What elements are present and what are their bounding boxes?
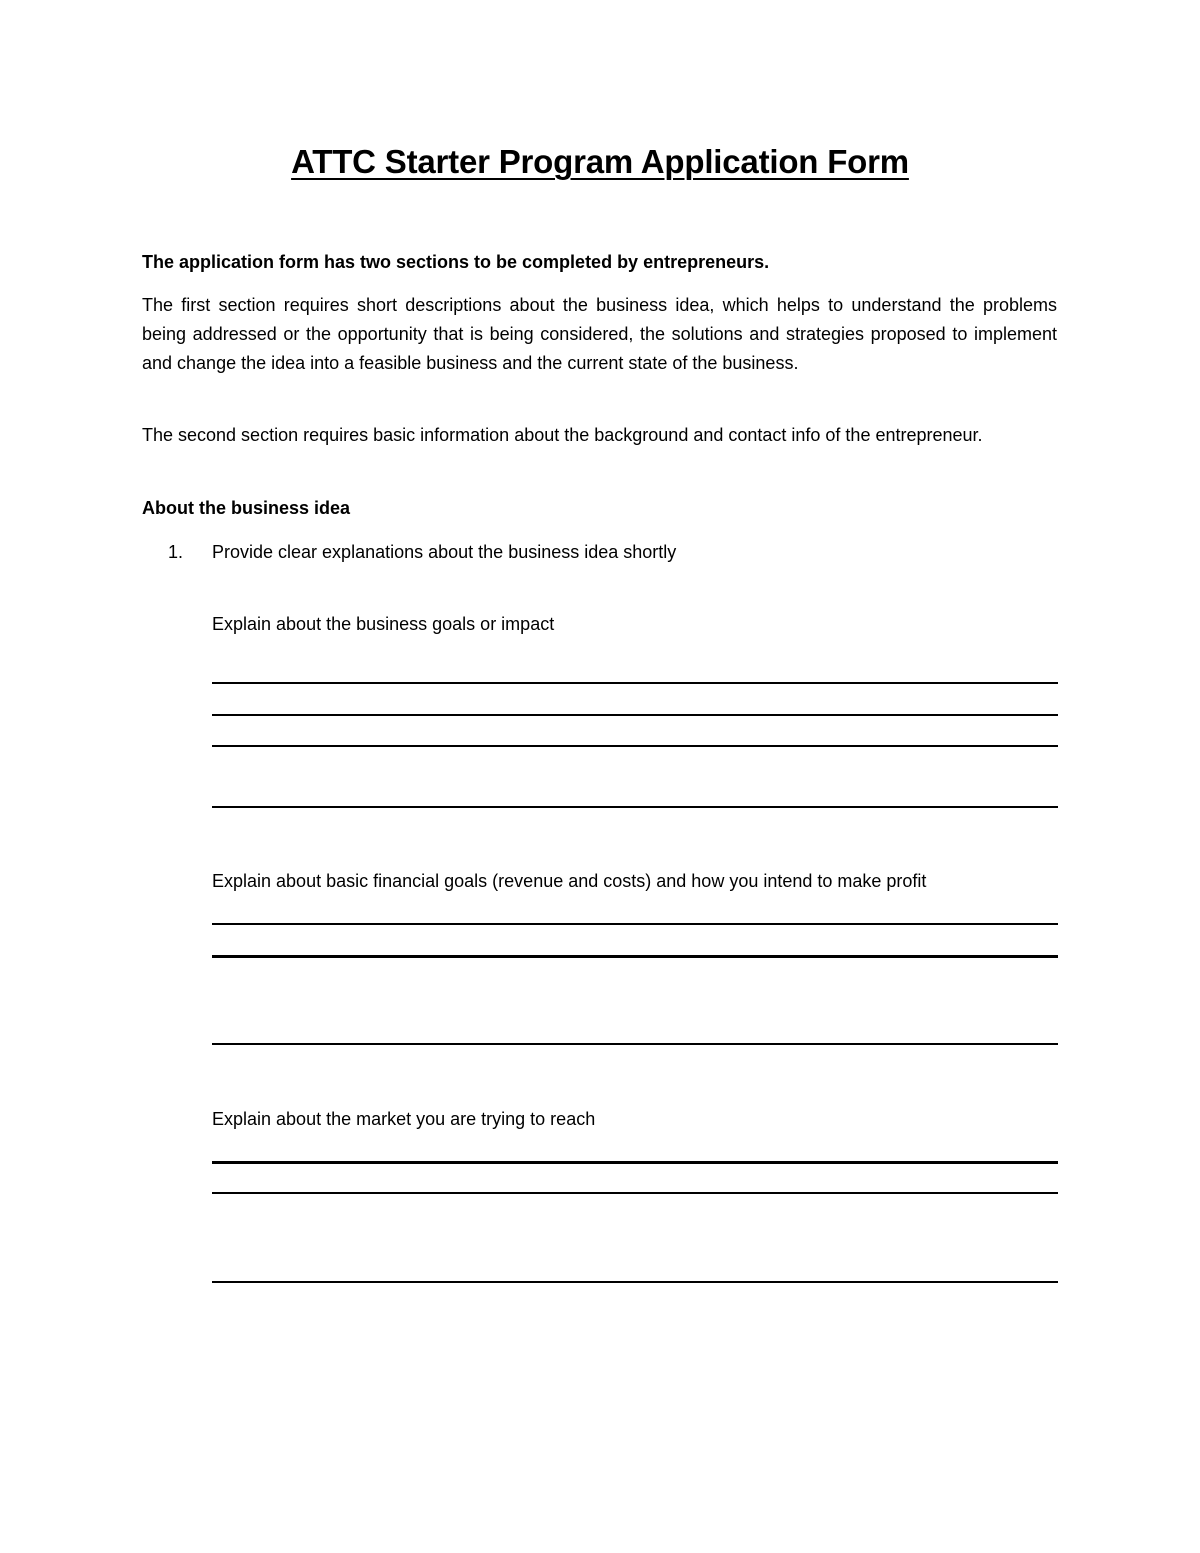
answer-line[interactable] bbox=[212, 745, 1058, 747]
answer-line[interactable] bbox=[212, 1161, 1058, 1164]
answer-line[interactable] bbox=[212, 714, 1058, 716]
answer-line[interactable] bbox=[212, 1281, 1058, 1283]
answer-line[interactable] bbox=[212, 955, 1058, 958]
first-section-paragraph: The first section requires short descriptions about the business idea, which helps to understand the problems being addressed or the opportunity that is being considered, the solutions and strategies proposed to implement and change the idea into a feasible business and the current state of the business. bbox=[142, 295, 1057, 373]
section-heading: About the business idea bbox=[142, 498, 351, 518]
answer-line[interactable] bbox=[212, 923, 1058, 925]
answer-line[interactable] bbox=[212, 682, 1058, 684]
intro-text: The application form has two sections to be completed by entrepreneurs. bbox=[142, 252, 770, 272]
question-financial-goals: Explain about basic financial goals (revenue and costs) and how you intend to make profit bbox=[212, 871, 927, 891]
second-section-paragraph: The second section requires basic information about the background and contact info of the entrepreneur. bbox=[142, 425, 983, 445]
page-title: ATTC Starter Program Application Form bbox=[291, 143, 909, 180]
list-item-number: 1. bbox=[168, 542, 184, 562]
answer-line[interactable] bbox=[212, 1043, 1058, 1045]
list-item-text: Provide clear explanations about the business idea shortly bbox=[212, 542, 677, 562]
answer-line[interactable] bbox=[212, 1192, 1058, 1194]
answer-line[interactable] bbox=[212, 806, 1058, 808]
question-target-market: Explain about the market you are trying to reach bbox=[212, 1109, 596, 1129]
question-business-goals: Explain about the business goals or impact bbox=[212, 614, 555, 634]
